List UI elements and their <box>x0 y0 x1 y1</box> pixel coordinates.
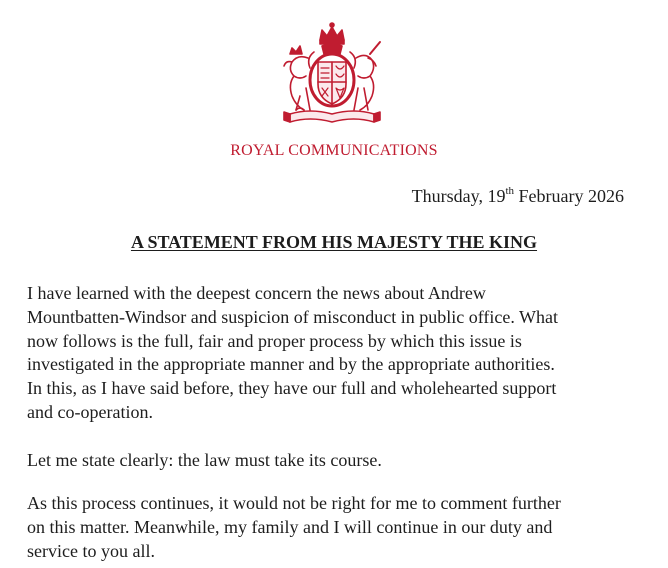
paragraph-line: and co-operation. <box>27 401 153 422</box>
statement-paragraph-3 <box>27 492 639 563</box>
paragraph-line: on this matter. Meanwhile, my family and I will continue in our duty and <box>27 516 553 537</box>
statement-date <box>412 186 624 207</box>
date-ordinal: th <box>505 185 515 197</box>
date-weekday: Thursday, <box>411 186 483 206</box>
paragraph-line: service to you all. <box>27 540 155 561</box>
paragraph-line: I have learned with the deepest concern the news about Andrew <box>27 283 486 303</box>
paragraph-line: investigated in the appropriate manner and by the appropriate authorities. <box>27 354 555 375</box>
statement-paragraph-2 <box>27 449 639 473</box>
paragraph-line: Mountbatten-Windsor and suspicion of misconduct in public office. What <box>27 306 559 327</box>
statement-heading: A STATEMENT FROM HIS MAJESTY THE KING <box>130 232 538 252</box>
paragraph-line: Let me state clearly: the law must take its course. <box>27 450 382 470</box>
office-title: ROYAL COMMUNICATIONS <box>230 142 438 159</box>
paragraph-line: now follows is the full, fair and proper process by which this issue is <box>27 330 522 351</box>
paragraph-line: In this, as I have said before, they have our full and wholehearted support <box>27 378 557 399</box>
royal-coat-of-arms-icon <box>270 18 394 130</box>
statement-paragraph-1 <box>27 282 639 425</box>
date-day: 19 <box>487 186 506 206</box>
paragraph-line: As this process continues, it would not be right for me to comment further <box>27 493 561 513</box>
date-month-year: February 2026 <box>518 186 624 206</box>
